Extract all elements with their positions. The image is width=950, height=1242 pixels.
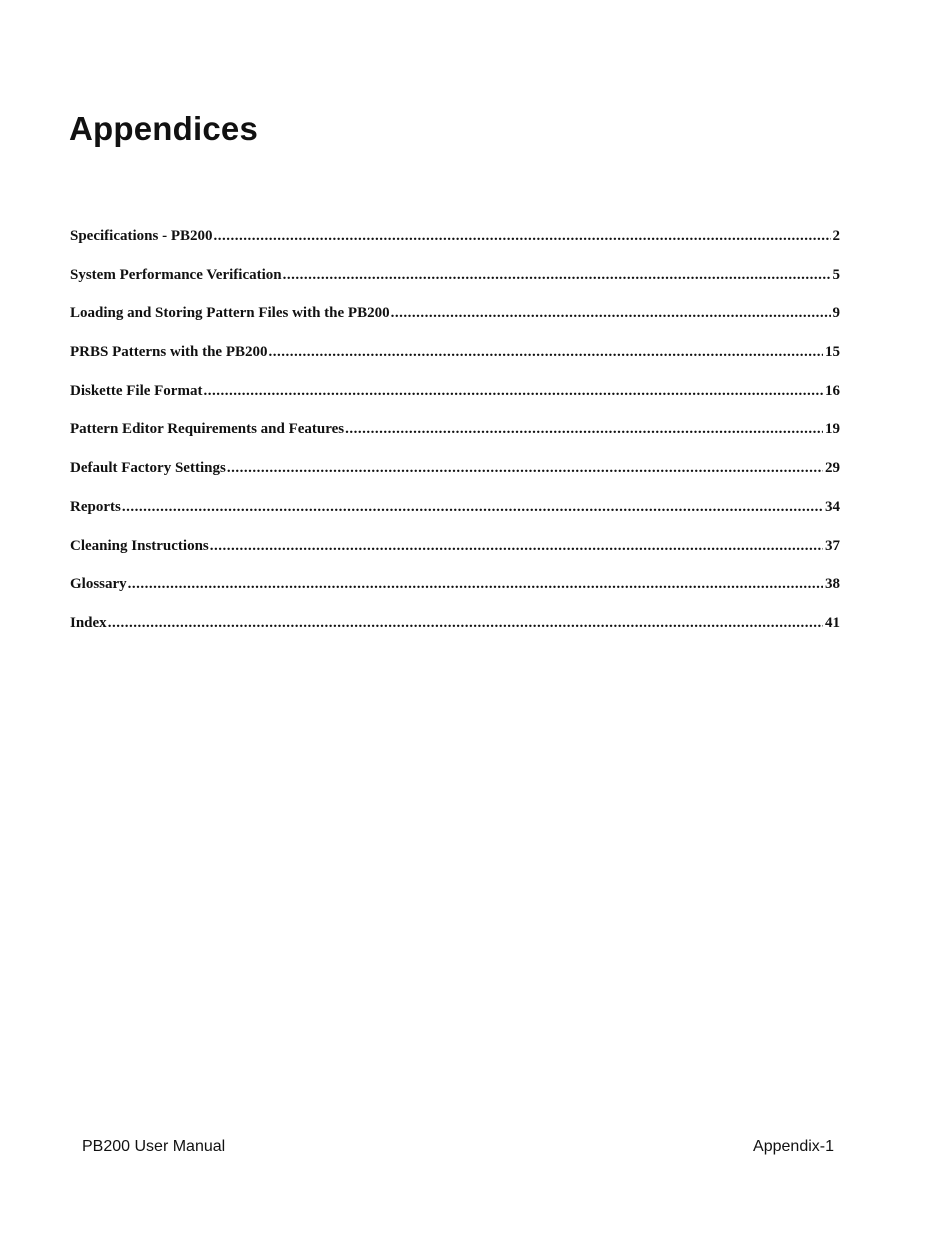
toc-entry-page: 5 [832,266,840,283]
footer-page-number: Appendix-1 [753,1138,834,1155]
toc-entry-page: 38 [825,576,840,593]
toc-dot-leader [214,224,831,248]
toc-entry-title: PRBS Patterns with the PB200 [70,344,268,361]
toc-entry-page: 2 [832,228,840,244]
toc-entry-index[interactable] [70,611,840,650]
toc-entry-glossary[interactable] [70,572,840,611]
toc-entry-title: Cleaning Instructions [70,537,209,554]
toc-entry-page: 9 [832,305,840,322]
toc-entry-page: 29 [825,460,840,477]
toc-entry-page: 37 [825,537,840,554]
toc-dot-leader [128,572,823,596]
toc-entry-cleaning-instructions[interactable] [70,534,840,573]
toc-entry-title: Default Factory Settings [70,460,226,477]
toc-entry-title: Diskette File Format [70,382,203,399]
toc-entry-title: Glossary [70,576,127,593]
toc-entry-page: 15 [825,344,840,361]
toc-entry-title: Reports [70,498,121,515]
toc-entry-default-factory-settings[interactable] [70,456,840,495]
toc-dot-leader [210,534,823,558]
toc-entry-title: System Performance Verification [70,266,282,283]
toc-dot-leader [203,379,823,403]
toc-entry-title: Index [70,614,107,631]
toc-entry-page: 19 [825,421,840,438]
toc-entry-pattern-editor-requirements[interactable] [70,417,840,456]
toc-dot-leader [122,495,823,519]
toc-entry-page: 16 [825,382,840,399]
toc-entry-page: 41 [825,614,840,631]
toc-dot-leader [108,611,823,635]
toc-entry-specifications[interactable] [70,224,840,263]
table-of-contents [70,224,840,650]
toc-entry-title: Loading and Storing Pattern Files with the PB200 [70,305,390,322]
toc-entry-page: 34 [825,498,840,515]
toc-entry-loading-storing-pattern-files[interactable] [70,301,840,340]
toc-entry-reports[interactable] [70,495,840,534]
toc-dot-leader [227,456,823,480]
toc-dot-leader [345,417,823,441]
footer-manual-title: PB200 User Manual [82,1138,226,1155]
page-title: Appendices [69,110,259,147]
toc-dot-leader [269,340,824,364]
toc-entry-title: Specifications - PB200 [70,228,213,244]
toc-dot-leader [283,263,831,287]
toc-entry-diskette-file-format[interactable] [70,379,840,418]
toc-dot-leader [391,301,831,325]
toc-entry-title: Pattern Editor Requirements and Features [70,421,345,438]
toc-entry-prbs-patterns[interactable] [70,340,840,379]
toc-entry-system-performance-verification[interactable] [70,263,840,302]
